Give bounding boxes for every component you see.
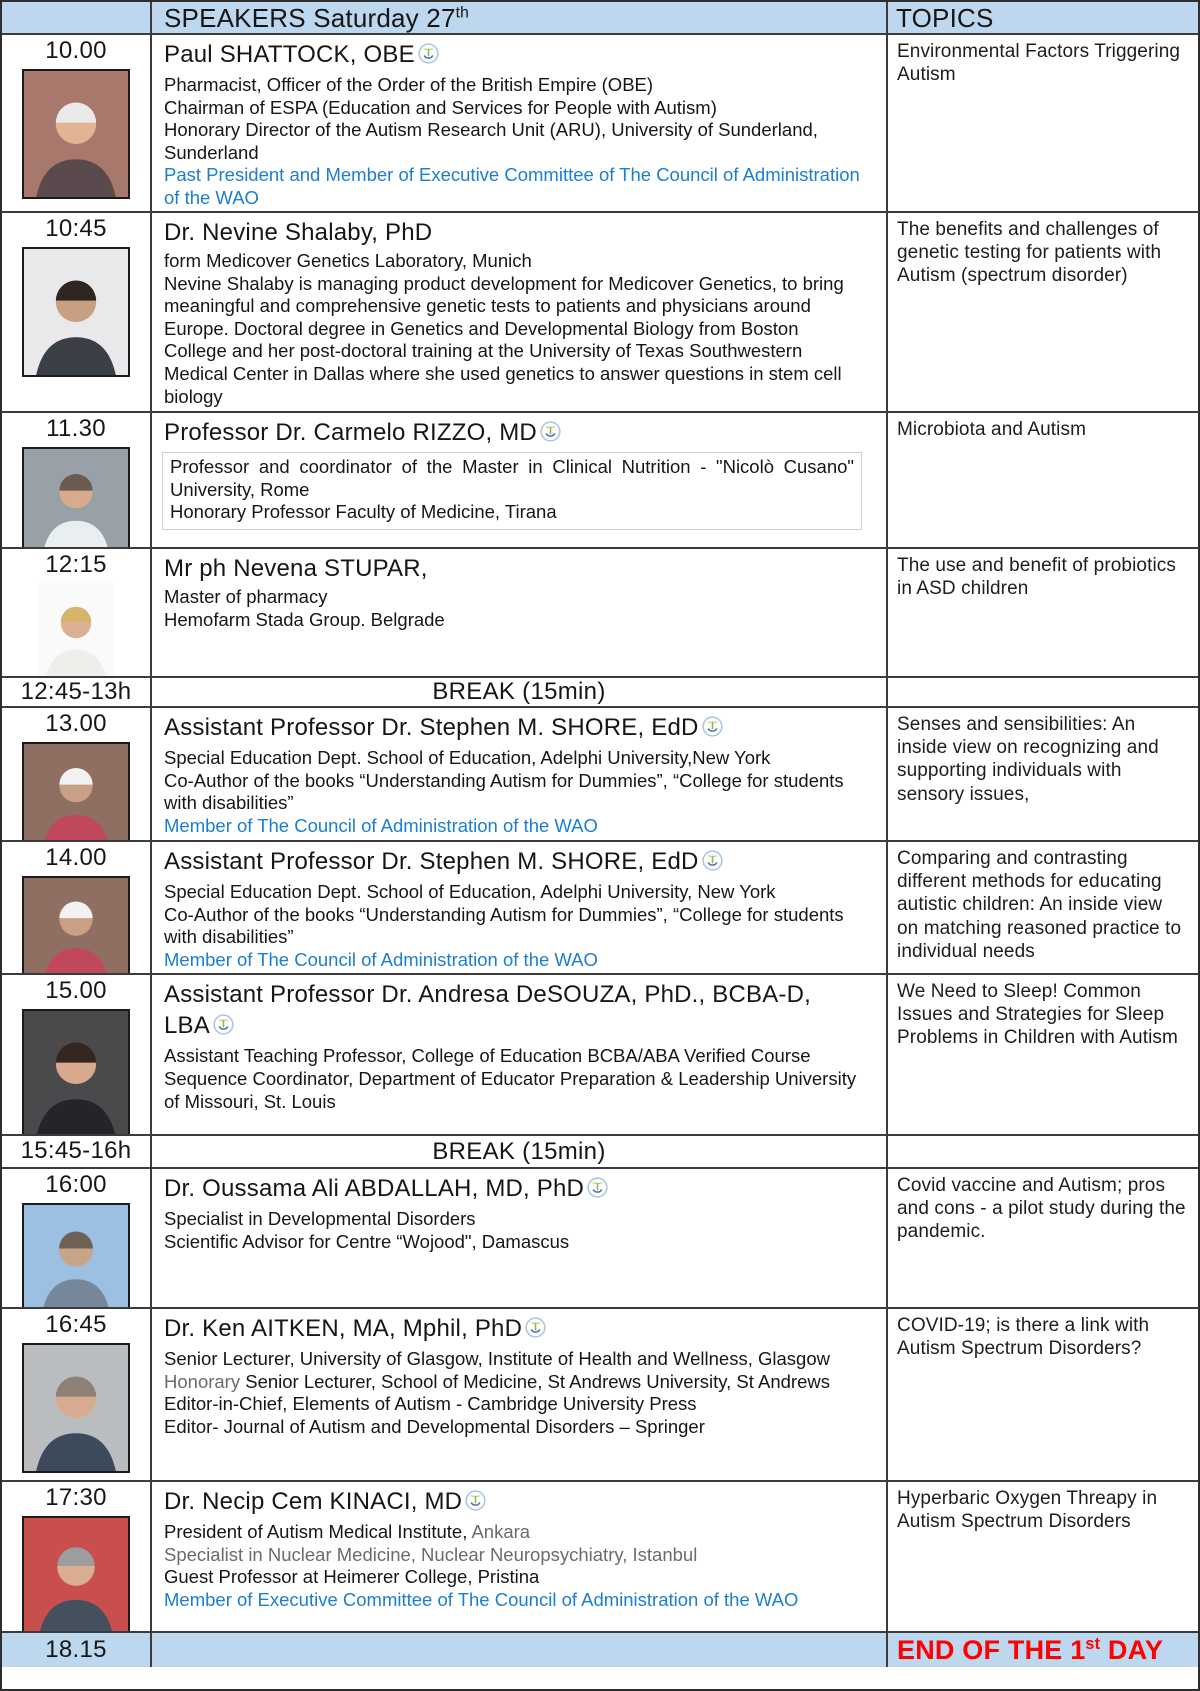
session-row	[2, 213, 1198, 413]
speaker-cell	[152, 1309, 888, 1480]
topic-cell	[888, 1309, 1198, 1480]
speaker-detail-line	[164, 881, 862, 904]
time-label: 17:30	[45, 1484, 107, 1511]
speaker-name	[164, 39, 862, 72]
affiliation-text: Honorary Professor Faculty of Medicine, Tirana	[170, 501, 557, 523]
header-topics-cell	[888, 2, 1198, 33]
session-row	[2, 549, 1198, 678]
speaker-photo	[22, 1203, 130, 1307]
affiliation-text: Scientific Advisor for Centre “Wojood", Damascus	[164, 1230, 570, 1252]
affiliation-text: Senior Lecturer, School of Medicine, St Andrews University, St Andrews	[245, 1370, 830, 1392]
speaker-detail-line	[164, 1416, 862, 1439]
speaker-photo	[22, 1516, 130, 1631]
affiliation-text: Editor- Journal of Autism and Developmental Disorders – Springer	[164, 1415, 705, 1437]
speaker-detail-line	[164, 1589, 862, 1612]
time-cell	[2, 549, 152, 676]
affiliation-text: Honorary Director of the Autism Research Unit (ARU), University of Sunderland, Sunderland	[164, 119, 818, 163]
time-label: 12:15	[45, 551, 107, 578]
wao-logo-icon	[418, 41, 439, 72]
topic-cell	[888, 549, 1198, 676]
time-cell	[2, 1309, 152, 1480]
speaker-cell	[152, 35, 888, 211]
time-cell	[2, 1482, 152, 1631]
topic-text: Senses and sensibilities: An inside view on recognizing and supporting individuals with sensory issues,	[897, 714, 1159, 805]
affiliation-text: Pharmacist, Officer of the Order of the British Empire (OBE)	[164, 74, 654, 96]
wao-logo-icon	[465, 1488, 486, 1519]
time-cell	[2, 213, 152, 411]
speaker-name-text: Dr. Oussama Ali ABDALLAH, MD, PhD	[164, 1175, 585, 1202]
topic-cell	[888, 1482, 1198, 1631]
time-label: 11.30	[46, 415, 106, 442]
topic-text: Environmental Factors Triggering Autism	[897, 41, 1181, 86]
time-label: 16:45	[45, 1311, 107, 1338]
speaker-detail-line	[164, 1045, 862, 1113]
topic-cell	[888, 35, 1198, 211]
affiliation-link-text: Member of The Council of Administration of the WAO	[164, 814, 598, 836]
affiliation-text: Nevine Shalaby is managing product development for Medicover Genetics, to bring meaningful and comprehensive genetic tests to patients and physicians around Europe. Doctoral degree in Genetics and Developmental Biology from Boston College and her post-doctoral training at the University of Texas Southwestern Medical Center in Dallas where she used genetics to answer questions in stem cell biology	[164, 272, 844, 407]
affiliation-text: Special Education Dept. School of Education, Adelphi University,New York	[164, 747, 771, 769]
speaker-name-text: Professor Dr. Carmelo RIZZO, MD	[164, 419, 537, 446]
affiliation-text: Guest Professor at Heimerer College, Pristina	[164, 1566, 540, 1588]
wao-logo-icon	[540, 419, 561, 450]
topic-cell	[888, 213, 1198, 411]
time-cell	[2, 1136, 152, 1167]
speaker-detail-line	[164, 1208, 862, 1231]
session-row	[2, 842, 1198, 975]
speaker-detail-line	[164, 273, 862, 408]
affiliation-text: Co-Author of the books “Understanding Autism for Dummies”, “College for students with disabilities”	[164, 903, 844, 948]
affiliation-text: Ankara	[471, 1521, 531, 1543]
speaker-detail-line	[164, 770, 862, 815]
speaker-detail-line	[164, 815, 862, 838]
affiliation-text: Specialist in Nuclear Medicine, Nuclear Neuropsychiatry, Istanbul	[164, 1543, 698, 1565]
topic-text: Microbiota and Autism	[897, 419, 1087, 440]
footer-time-label: 18.15	[45, 1635, 107, 1663]
speaker-name	[164, 712, 862, 745]
speaker-photo	[22, 1343, 130, 1473]
speaker-photo	[22, 876, 130, 973]
speaker-detail-line	[164, 609, 862, 632]
speaker-name-text: Dr. Necip Cem KINACI, MD	[164, 1488, 463, 1515]
topic-text: COVID-19; is there a link with Autism Spectrum Disorders?	[897, 1315, 1150, 1360]
break-topic-cell	[888, 1136, 1198, 1167]
affiliation-text: Specialist in Developmental Disorders	[164, 1208, 476, 1230]
speaker-photo	[22, 69, 130, 199]
break-topic-cell	[888, 678, 1198, 706]
break-row	[2, 678, 1198, 708]
time-cell	[2, 708, 152, 840]
time-cell	[2, 678, 152, 706]
session-row	[2, 1482, 1198, 1633]
time-cell	[2, 35, 152, 211]
topic-text: Comparing and contrasting different methods for educating autistic children: An inside view on matching reasoned practice to individual needs	[897, 848, 1182, 962]
affiliation-link-text: Member of Executive Committee of The Council of Administration of the WAO	[164, 1588, 799, 1610]
session-row	[2, 35, 1198, 213]
speaker-photo	[22, 247, 130, 377]
affiliation-text: President of Autism Medical Institute,	[164, 1521, 472, 1543]
speaker-cell	[152, 1169, 888, 1307]
speaker-name	[164, 417, 862, 450]
speaker-detail-line	[170, 501, 854, 524]
wao-logo-icon	[213, 1012, 234, 1043]
break-cell	[152, 1136, 888, 1167]
session-row	[2, 413, 1198, 549]
table-header-row	[2, 2, 1198, 35]
session-row	[2, 1169, 1198, 1309]
session-row	[2, 975, 1198, 1136]
speaker-name	[164, 1486, 862, 1519]
topic-cell	[888, 413, 1198, 547]
end-of-day-label: END OF THE 1st DAY	[897, 1635, 1164, 1665]
time-cell	[2, 975, 152, 1134]
time-label: 16:00	[45, 1171, 107, 1198]
speaker-name-text: Assistant Professor Dr. Andresa DeSOUZA, PhD., BCBA-D, LBA	[164, 981, 812, 1040]
speaker-detail-line	[164, 904, 862, 949]
speaker-name	[164, 1173, 862, 1206]
speaker-detail-line	[164, 1348, 862, 1371]
end-of-day-row	[2, 1633, 1198, 1667]
footer-empty-cell	[152, 1633, 888, 1667]
break-label: BREAK (15min)	[432, 1137, 606, 1165]
affiliation-text: Special Education Dept. School of Education, Adelphi University, New York	[164, 881, 776, 903]
credentials-box	[162, 452, 862, 530]
affiliation-text: Senior Lecturer, University of Glasgow, Institute of Health and Wellness, Glasgow	[164, 1348, 830, 1370]
speaker-cell	[152, 213, 888, 411]
speaker-cell	[152, 549, 888, 676]
wao-logo-icon	[702, 848, 723, 879]
speaker-detail-line	[164, 119, 862, 164]
speaker-name-text: Dr. Ken AITKEN, MA, Mphil, PhD	[164, 1315, 523, 1342]
time-label: 10:45	[45, 215, 107, 242]
speaker-name-text: Mr ph Nevena STUPAR,	[164, 555, 428, 582]
speaker-detail-line	[164, 1371, 862, 1394]
speaker-detail-line	[164, 1521, 862, 1544]
break-cell	[152, 678, 888, 706]
affiliation-text: form Medicover Genetics Laboratory, Munich	[164, 250, 532, 272]
speaker-detail-line	[164, 164, 862, 209]
header-time-cell	[2, 2, 152, 33]
topic-text: The use and benefit of probiotics in ASD children	[897, 555, 1176, 600]
speaker-detail-line	[164, 250, 862, 273]
speaker-cell	[152, 413, 888, 547]
header-speakers-cell	[152, 2, 888, 33]
speaker-photo	[37, 583, 115, 676]
session-row	[2, 1309, 1198, 1482]
speaker-detail-line	[164, 586, 862, 609]
wao-logo-icon	[525, 1315, 546, 1346]
footer-end-cell	[888, 1633, 1198, 1667]
affiliation-text: Editor-in-Chief, Elements of Autism - Cambridge University Press	[164, 1393, 697, 1415]
speaker-detail-line	[164, 97, 862, 120]
speaker-detail-line	[170, 456, 854, 501]
speaker-cell	[152, 1482, 888, 1631]
speaker-name	[164, 1313, 862, 1346]
topic-cell	[888, 1169, 1198, 1307]
topic-text: We Need to Sleep! Common Issues and Strategies for Sleep Problems in Children with Autism	[897, 981, 1178, 1049]
affiliation-text: Professor and coordinator of the Master in Clinical Nutrition - "Nicolò Cusano" University, Rome	[170, 456, 854, 500]
speakers-header-label: SPEAKERS Saturday 27th	[164, 3, 470, 33]
speaker-name-text: Assistant Professor Dr. Stephen M. SHORE, EdD	[164, 848, 699, 875]
time-cell	[2, 842, 152, 973]
speaker-detail-line	[164, 1544, 862, 1567]
time-label: 14.00	[45, 844, 107, 871]
affiliation-text: Co-Author of the books “Understanding Autism for Dummies”, “College for students with disabilities”	[164, 769, 844, 814]
break-row	[2, 1136, 1198, 1169]
topic-text: Covid vaccine and Autism; pros and cons - a pilot study during the pandemic.	[897, 1175, 1186, 1243]
topic-cell	[888, 975, 1198, 1134]
speaker-detail-line	[164, 1393, 862, 1416]
time-label: 10.00	[45, 37, 107, 64]
topic-text: Hyperbaric Oxygen Threapy in Autism Spectrum Disorders	[897, 1488, 1158, 1533]
time-label: 15:45-16h	[20, 1137, 132, 1165]
speaker-name-text: Assistant Professor Dr. Stephen M. SHORE, EdD	[164, 714, 699, 741]
speaker-detail-line	[164, 1231, 862, 1254]
wao-logo-icon	[702, 714, 723, 745]
speaker-name	[164, 979, 862, 1043]
time-label: 13.00	[45, 710, 107, 737]
speaker-photo	[22, 1009, 130, 1134]
topic-text: The benefits and challenges of genetic testing for patients with Autism (spectrum disorder)	[897, 219, 1162, 287]
speaker-detail-line	[164, 949, 862, 972]
speaker-name	[164, 553, 862, 584]
speaker-detail-line	[164, 1566, 862, 1589]
affiliation-text: Master of pharmacy	[164, 586, 328, 608]
affiliation-link-text: Past President and Member of Executive Committee of The Council of Administration of the WAO	[164, 164, 860, 208]
speaker-cell	[152, 842, 888, 973]
speaker-name-text: Dr. Nevine Shalaby, PhD	[164, 219, 433, 246]
affiliation-text: Honorary	[164, 1370, 246, 1392]
speaker-name	[164, 846, 862, 879]
schedule-rows	[2, 35, 1198, 1633]
topic-cell	[888, 708, 1198, 840]
session-row	[2, 708, 1198, 842]
speaker-name	[164, 217, 862, 248]
wao-logo-icon	[587, 1175, 608, 1206]
speaker-cell	[152, 975, 888, 1134]
time-label: 15.00	[45, 977, 107, 1004]
speaker-photo	[22, 447, 130, 547]
topics-header-label: TOPICS	[896, 3, 994, 33]
topic-cell	[888, 842, 1198, 973]
speaker-cell	[152, 708, 888, 840]
time-cell	[2, 1169, 152, 1307]
affiliation-text: Assistant Teaching Professor, College of Education BCBA/ABA Verified Course Sequence Coordinator, Department of Educator Preparation & Leadership University of Missouri, St. Louis	[164, 1045, 857, 1112]
footer-time-cell	[2, 1633, 152, 1667]
time-cell	[2, 413, 152, 547]
affiliation-link-text: Member of The Council of Administration of the WAO	[164, 948, 598, 970]
speaker-name-text: Paul SHATTOCK, OBE	[164, 41, 415, 68]
break-label: BREAK (15min)	[432, 678, 606, 705]
affiliation-text: Hemofarm Stada Group. Belgrade	[164, 608, 445, 630]
speaker-photo	[22, 742, 130, 840]
affiliation-text: Chairman of ESPA (Education and Services for People with Autism)	[164, 96, 717, 118]
speaker-detail-line	[164, 747, 862, 770]
speaker-detail-line	[164, 74, 862, 97]
time-label: 12:45-13h	[20, 678, 132, 705]
